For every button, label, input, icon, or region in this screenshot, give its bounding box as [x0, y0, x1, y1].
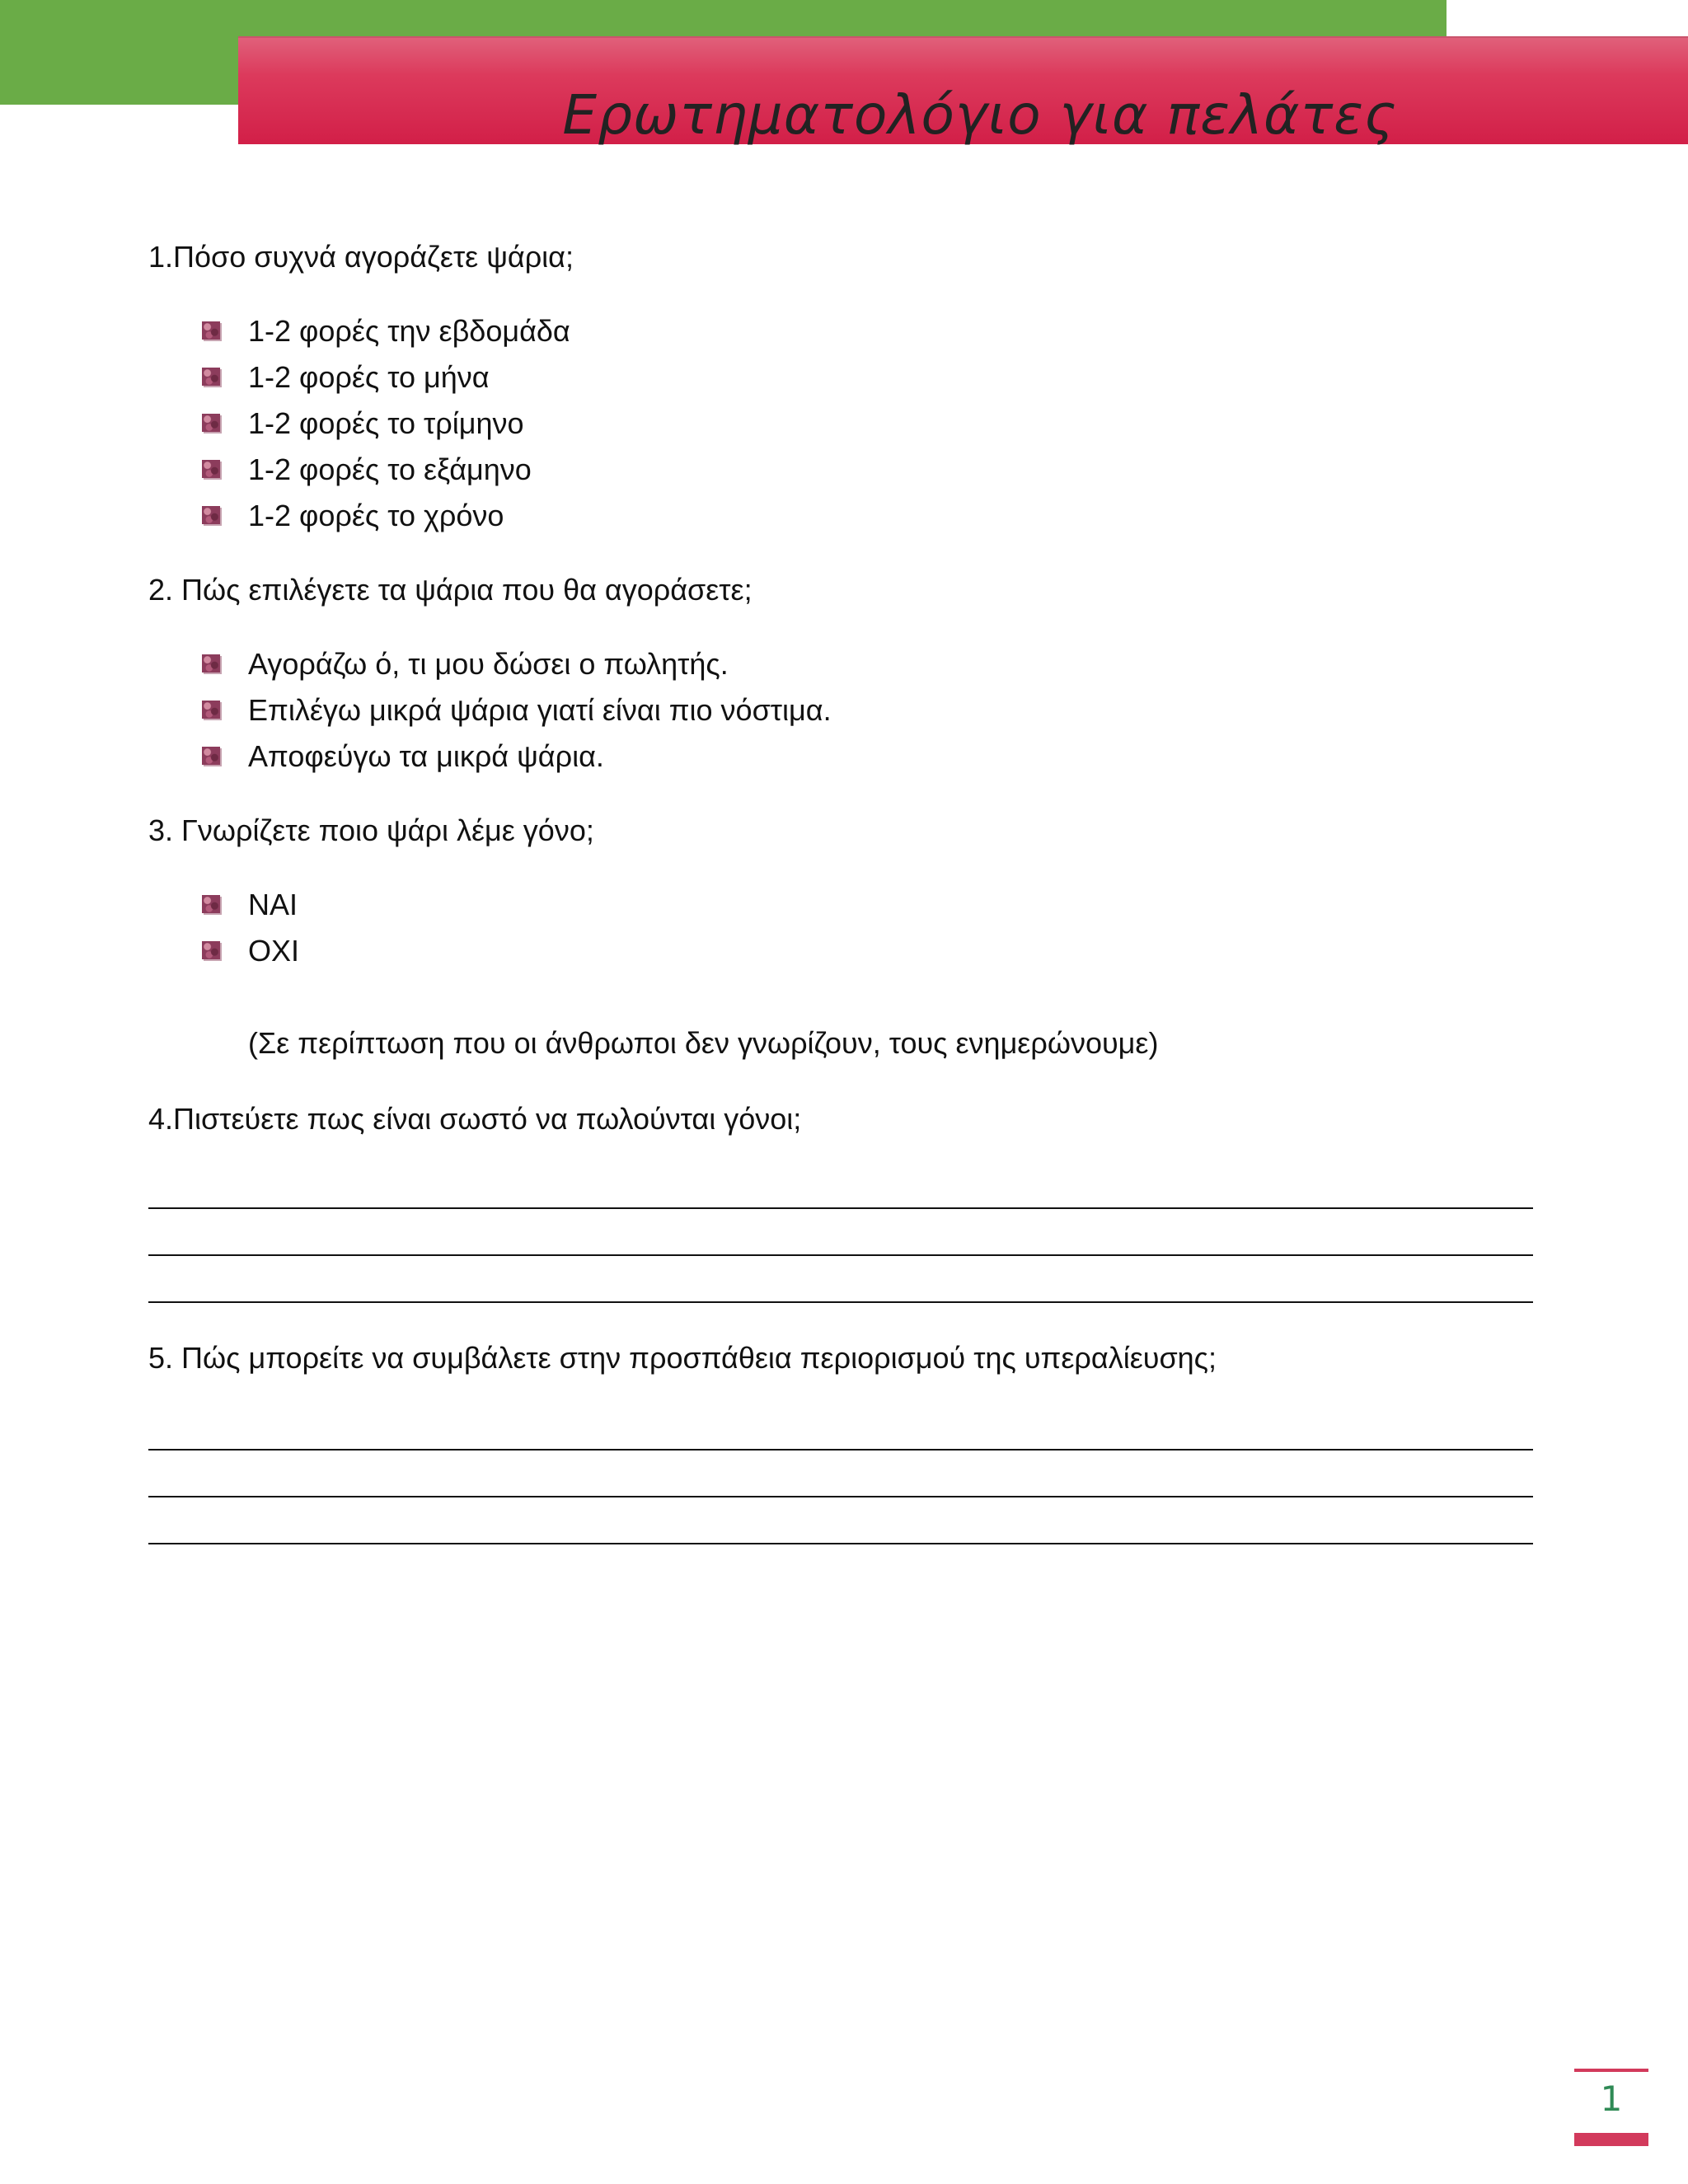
- question-3-note: (Σε περίπτωση που οι άνθρωποι δεν γνωρίζουν, τους ενημερώνουμε): [248, 1026, 1159, 1060]
- option-label: ΟΧΙ: [248, 934, 300, 968]
- question-4: 4.Πιστεύετε πως είναι σωστό να πωλούνται γόνοι;: [148, 1102, 802, 1136]
- answer-line-q4-3[interactable]: [148, 1301, 1533, 1303]
- bullet-icon: [202, 321, 220, 340]
- bullet-icon: [202, 895, 220, 913]
- page-number-rule-top: [1574, 2069, 1648, 2072]
- option-label: Αγοράζω ό, τι μου δώσει ο πωλητής.: [248, 647, 729, 681]
- option-label: 1-2 φορές το εξάμηνο: [248, 452, 532, 486]
- question-1: 1.Πόσο συχνά αγοράζετε ψάρια;: [148, 240, 574, 274]
- option-label: Αποφεύγω τα μικρά ψάρια.: [248, 739, 604, 773]
- answer-line-q4-2[interactable]: [148, 1254, 1533, 1256]
- title-banner: [238, 36, 1688, 147]
- option-label: 1-2 φορές το χρόνο: [248, 499, 504, 532]
- bullet-icon: [202, 747, 220, 765]
- page-number: 1: [1600, 2079, 1623, 2119]
- question-3: 3. Γνωρίζετε ποιο ψάρι λέμε γόνο;: [148, 813, 594, 847]
- option-label: 1-2 φορές το τρίμηνο: [248, 406, 524, 440]
- answer-line-q5-3[interactable]: [148, 1543, 1533, 1544]
- page-title: Ερωτηματολόγιο για πελάτες: [562, 83, 1397, 147]
- question-2: 2. Πώς επιλέγετε τα ψάρια που θα αγοράσετε;: [148, 573, 753, 607]
- bullet-icon: [202, 654, 220, 673]
- bullet-icon: [202, 506, 220, 524]
- page-number-block: [1574, 2069, 1648, 2146]
- bullet-icon: [202, 941, 220, 959]
- option-label: Επιλέγω μικρά ψάρια γιατί είναι πιο νόστιμα.: [248, 693, 832, 727]
- bullet-icon: [202, 414, 220, 432]
- question-5: 5. Πώς μπορείτε να συμβάλετε στην προσπάθεια περιορισμού της υπεραλίευσης;: [148, 1341, 1217, 1375]
- option-label: 1-2 φορές το μήνα: [248, 360, 490, 394]
- option-label: 1-2 φορές την εβδομάδα: [248, 314, 570, 348]
- answer-line-q5-1[interactable]: [148, 1449, 1533, 1451]
- bullet-icon: [202, 701, 220, 719]
- answer-line-q4-1[interactable]: [148, 1207, 1533, 1209]
- page-number-rule-bottom: [1574, 2133, 1648, 2146]
- bullet-icon: [202, 368, 220, 386]
- option-label: ΝΑΙ: [248, 888, 298, 921]
- bullet-icon: [202, 460, 220, 478]
- answer-line-q5-2[interactable]: [148, 1496, 1533, 1497]
